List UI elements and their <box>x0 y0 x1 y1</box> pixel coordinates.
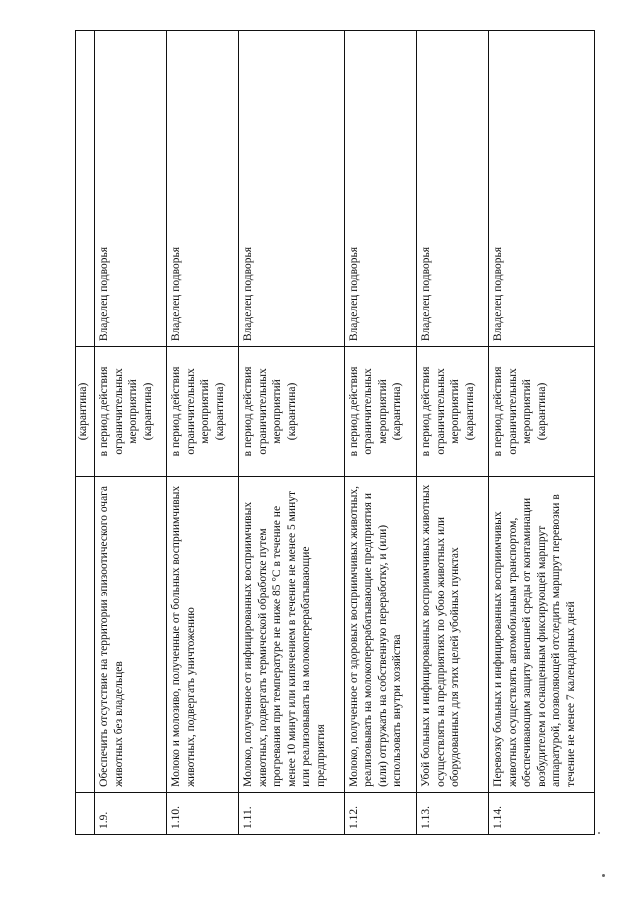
number-cell: 1.12. <box>344 792 416 834</box>
measures-table <box>75 30 595 835</box>
period-cell: в период действия ограничительных мероприятий (карантина) <box>417 347 489 477</box>
number-cell <box>76 792 95 834</box>
table-row <box>239 31 345 835</box>
measures-table-body <box>76 31 595 835</box>
table-row <box>167 31 239 835</box>
period-cell: в период действия ограничительных мероприятий (карантина) <box>95 347 167 477</box>
responsible-cell: Владелец подворья <box>417 31 489 347</box>
table-row <box>344 31 416 835</box>
measure-cell: Перевозку больных и инфицированных восприимчивых животных осуществлять автомобильным транспортом, обеспечивающим защиту внешней среды от контаминации возбудителем и оснащенным фиксирующей маршрут аппаратурой, позволяющей отследить маршрут перевозки в течение не менее 7 календарных дней <box>489 476 595 792</box>
period-cell: в период действия ограничительных мероприятий (карантина) <box>489 347 595 477</box>
period-cell: в период действия ограничительных мероприятий (карантина) <box>344 347 416 477</box>
period-cell: (карантина) <box>76 347 95 477</box>
table-row <box>489 31 595 835</box>
measure-cell: Молоко и молозиво, полученные от больных восприимчивых животных, подвергать уничтожению <box>167 476 239 792</box>
number-cell: 1.14. <box>489 792 595 834</box>
responsible-cell: Владелец подворья <box>239 31 345 347</box>
measure-cell: Молоко, полученное от инфицированных восприимчивых животных, подвергать термической обработке путем прогревания при температуре не ниже 85 °С в течение не менее 10 минут или кипячением в течение не менее 5 минут или реализовывать на молокоперерабатывающие предприятия <box>239 476 345 792</box>
table-row <box>417 31 489 835</box>
period-cell: в период действия ограничительных мероприятий (карантина) <box>167 347 239 477</box>
number-cell: 1.10. <box>167 792 239 834</box>
responsible-cell: Владелец подворья <box>167 31 239 347</box>
table-row <box>95 31 167 835</box>
measure-cell: Убой больных и инфицированных восприимчивых животных осуществлять на предприятиях по убою животных или оборудованных для этих целей убойных пунктах <box>417 476 489 792</box>
period-cell: в период действия ограничительных мероприятий (карантина) <box>239 347 345 477</box>
number-cell: 1.13. <box>417 792 489 834</box>
responsible-cell: Владелец подворья <box>489 31 595 347</box>
rotated-table-wrapper <box>75 30 595 835</box>
scan-speck <box>602 874 605 877</box>
responsible-cell <box>76 31 95 347</box>
responsible-cell: Владелец подворья <box>95 31 167 347</box>
table-row-header <box>76 31 95 835</box>
responsible-cell: Владелец подворья <box>344 31 416 347</box>
measure-cell: Молоко, полученное от здоровых восприимчивых животных, реализовывать на молокоперерабатывающие предприятия и (или) отгружать на собственную переработку, и (или) использовать внутри хозяйства <box>344 476 416 792</box>
number-cell: 1.9. <box>95 792 167 834</box>
number-cell: 1.11. <box>239 792 345 834</box>
scan-speck <box>598 832 600 834</box>
measure-cell: Обеспечить отсутствие на территории эпизоотического очага животных без владельцев <box>95 476 167 792</box>
measure-cell <box>76 476 95 792</box>
